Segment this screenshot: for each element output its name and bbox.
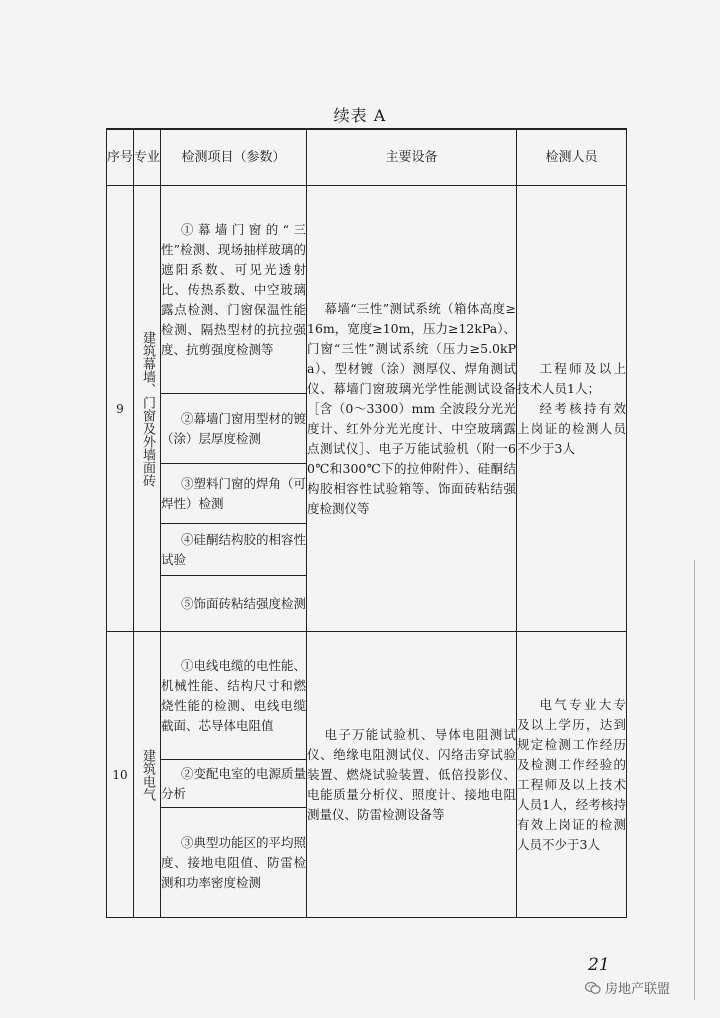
header-item: 检测项目（参数） (161, 129, 307, 186)
row-staff-line: 电气专业大专及以上学历，达到规定检测工作经历及检测工作经验的工程师及以上技术人员1人，经考核持有效上岗证的检测人员不少于3人 (517, 696, 626, 852)
header-equipment: 主要设备 (307, 129, 517, 186)
row-major-text: 建筑幕墙、门窗及外墙面砖 (140, 330, 155, 487)
watermark-text: 房地产联盟 (605, 982, 671, 997)
scan-edge-line (694, 560, 695, 1000)
header-no: 序号 (107, 129, 134, 186)
row-no: 10 (107, 632, 134, 918)
row-item: ⑤饰面砖粘结强度检测 (161, 576, 307, 632)
row-major (134, 186, 161, 632)
row-staff-line: 经考核持有效上岗证的检测人员不少于3人 (517, 400, 626, 456)
table-row (107, 186, 627, 394)
header-major: 专业 (134, 129, 161, 186)
row-item: ③典型功能区的平均照度、接地电阻值、防雷检测和功率密度检测 (161, 808, 307, 918)
header-staff: 检测人员 (517, 129, 627, 186)
row-no: 9 (107, 186, 134, 632)
row-item: ③塑料门窗的焊角（可焊性）检测 (161, 464, 307, 524)
row-staff (517, 186, 627, 632)
row-item: ②幕墙门窗用型材的镀（涂）层厚度检测 (161, 394, 307, 464)
row-item: ①电线电缆的电性能、机械性能、结构尺寸和燃烧性能的检测、电线电缆截面、芯导体电阻值 (161, 632, 307, 760)
page-number: 21 (588, 955, 610, 975)
wechat-icon (585, 981, 601, 995)
row-staff-line: 工程师及以上技术人员1人； (517, 360, 626, 396)
row-staff (517, 632, 627, 918)
row-equipment: 电子万能试验机、导体电阻测试仪、绝缘电阻测试仪、闪络击穿试验装置、燃烧试验装置、低倍投影仪、电能质量分析仪、照度计、接地电阻测量仪、防雷检测设备等 (307, 632, 517, 918)
page-title: 续表 A (333, 106, 387, 125)
table-row (107, 632, 627, 760)
row-major-text: 建筑电气 (140, 748, 155, 801)
row-item: ①幕墙门窗的“三性”检测、现场抽样玻璃的遮阳系数、可见光透射比、传热系数、中空玻璃露点检测、门窗保温性能检测、隔热型材的抗拉强度、抗剪强度检测等 (161, 186, 307, 394)
row-item: ②变配电室的电源质量分析 (161, 760, 307, 808)
row-major (134, 632, 161, 918)
spec-table (106, 128, 627, 918)
table-header-row (107, 129, 627, 186)
watermark (585, 978, 670, 997)
row-item: ④硅酮结构胶的相容性试验 (161, 524, 307, 576)
row-equipment: 幕墙“三性”测试系统（箱体高度≥16m，宽度≥10m，压力≥12kPa）、门窗“三性”测试系统（压力≥5.0kPa）、型材镀（涂）测厚仪、焊角测试仪、幕墙门窗玻璃光学性能测试设备［含（0～3300）mm 全波段分光光度计、红外分光光度计、中空玻璃露点测试仪］、电子万能试验机（附一60℃和300℃下的拉伸附件）、硅酮结构胶相容性试验箱等、饰面砖粘结强度检测仪等 (307, 186, 517, 632)
